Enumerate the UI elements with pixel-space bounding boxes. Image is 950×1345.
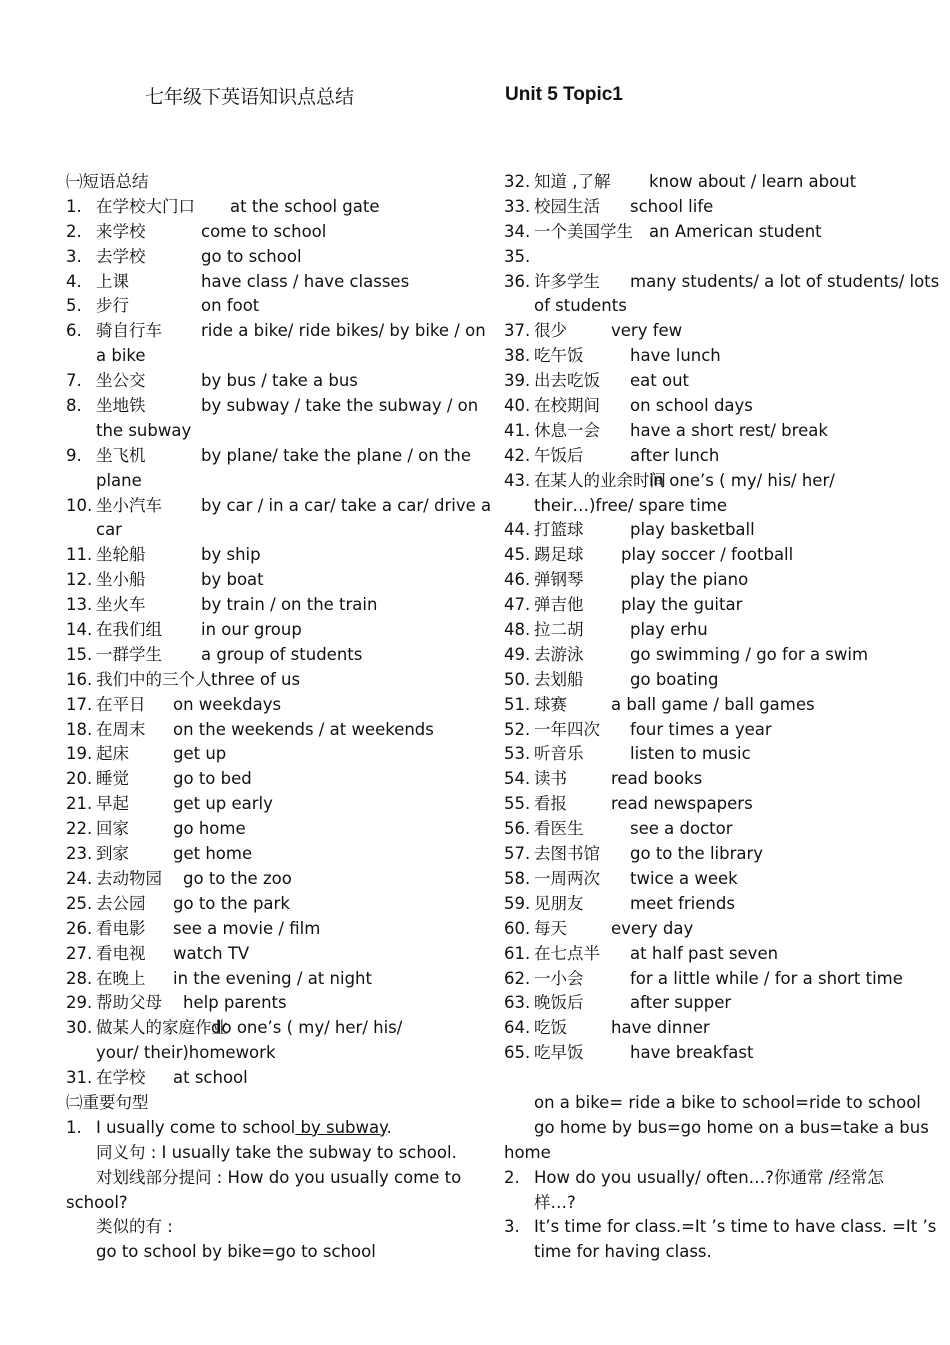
item-number: 30. [66, 1018, 93, 1038]
item-chinese: 在周末 [96, 719, 146, 739]
item-chinese: 很少 [534, 321, 567, 341]
item-english: read newspapers [611, 794, 753, 814]
sentence-3: 3. It’s time for class.=It ’s time to have class. =It ’s [504, 1217, 937, 1237]
item-english: have breakfast [630, 1043, 754, 1063]
item-chinese: 坐轮船 [96, 545, 146, 565]
item-number: 51. [504, 694, 531, 714]
item-number: 54. [504, 769, 531, 789]
phrase-item [504, 792, 914, 817]
spacer [504, 1066, 914, 1091]
item-number: 55. [504, 794, 531, 814]
item-number: 17. [66, 694, 93, 714]
item-chinese: 一个美国学生 [534, 221, 633, 241]
phrase-list-right [504, 170, 940, 1066]
item-number: 58. [504, 868, 531, 888]
section-heading-sentences: ㈡重要句型 [66, 1092, 149, 1112]
item-chinese: 知道 ,了解 [534, 172, 611, 191]
item-number: 34. [504, 221, 531, 241]
item-english: do one’s ( my/ her/ his/ [211, 1018, 403, 1038]
phrase-item [504, 543, 914, 568]
item-number: 18. [66, 719, 93, 739]
item-chinese: 每天 [534, 918, 567, 938]
item-number: 16. [66, 669, 93, 689]
left-column [66, 170, 492, 1265]
item-chinese: 弹钢琴 [534, 570, 584, 590]
item-english: by plane/ take the plane / on the [201, 445, 472, 465]
item-chinese: 来学校 [96, 221, 146, 241]
sentence-1-example-3: go home by bus=go home on a bus=take a bus [534, 1117, 929, 1137]
item-chinese: 做某人的家庭作业 [96, 1018, 228, 1038]
item-english: at school [173, 1068, 248, 1088]
phrase-item [504, 419, 914, 444]
phrase-item [66, 842, 476, 867]
phrase-item [504, 942, 914, 967]
item-english: read books [611, 769, 703, 789]
item-english: get up early [173, 794, 273, 814]
phrase-item [504, 394, 914, 419]
phrase-item [66, 195, 476, 220]
item-english: go boating [630, 669, 719, 689]
sentence-1-example-2: on a bike= ride a bike to school=ride to school [534, 1092, 921, 1112]
sentence-1-question-cont: school? [66, 1192, 128, 1212]
item-number: 11. [66, 545, 93, 565]
phrase-item [504, 817, 914, 842]
item-number: 41. [504, 420, 531, 440]
underlined-phrase: by subway [295, 1117, 387, 1137]
item-chinese: 骑自行车 [96, 321, 162, 341]
phrase-item-cont: your/ their)homework [96, 1043, 276, 1063]
item-number: 20. [66, 769, 93, 789]
item-english: many students/ a lot of students/ lots [630, 271, 940, 291]
item-number: 63. [504, 993, 531, 1013]
sentence-1-synonym: 同义句 : I usually take the subway to school. [96, 1142, 457, 1162]
item-number: 14. [66, 620, 93, 640]
phrase-item-cont: car [96, 520, 122, 540]
phrase-item [504, 917, 914, 942]
item-number: 52. [504, 719, 531, 739]
item-english: go to the park [173, 893, 290, 913]
item-english: play erhu [630, 620, 708, 640]
document-title-en: Unit 5 Topic1 [505, 84, 623, 105]
item-chinese: 去游泳 [534, 644, 584, 664]
phrase-item [66, 742, 476, 767]
item-chinese: 校园生活 [534, 196, 600, 216]
item-chinese: 看电视 [96, 943, 146, 963]
item-english: go to the library [630, 844, 764, 864]
item-english: play the piano [630, 570, 749, 590]
item-english: get up [173, 744, 227, 764]
phrase-item [66, 643, 476, 668]
phrase-item [504, 643, 914, 668]
item-chinese: 见朋友 [534, 893, 584, 913]
phrase-list-left [66, 195, 492, 1091]
item-number: 22. [66, 819, 93, 839]
item-english: in our group [201, 620, 302, 640]
phrase-item [66, 593, 476, 618]
item-english: go to the zoo [183, 868, 292, 888]
phrase-item [504, 1016, 914, 1041]
item-english: by boat [201, 570, 264, 590]
item-english: on school days [630, 396, 753, 416]
item-number: 29. [66, 993, 93, 1013]
item-number: 12. [66, 570, 93, 590]
item-number: 43. [504, 470, 531, 490]
phrase-item [504, 593, 914, 618]
item-english: four times a year [630, 719, 772, 739]
item-chinese: 晚饭后 [534, 993, 584, 1013]
item-number: 61. [504, 943, 531, 963]
sentence-2-cont: 样…? [534, 1192, 576, 1212]
item-number: 64. [504, 1018, 531, 1038]
item-number: 44. [504, 520, 531, 540]
item-chinese: 午饭后 [534, 445, 584, 465]
item-chinese: 休息一会 [534, 420, 600, 440]
item-number: 56. [504, 819, 531, 839]
phrase-item [504, 344, 914, 369]
phrase-item [66, 718, 476, 743]
item-chinese: 睡觉 [96, 769, 129, 789]
phrase-item [66, 991, 476, 1016]
item-number: 6. [66, 321, 82, 341]
item-english: by subway / take the subway / on [201, 396, 479, 416]
item-chinese: 一周两次 [534, 868, 600, 888]
phrase-item [504, 842, 914, 867]
item-chinese: 球赛 [534, 694, 567, 714]
item-english: have class / have classes [201, 271, 410, 291]
item-chinese: 一小会 [534, 968, 584, 988]
phrase-item [504, 718, 914, 743]
phrase-item [66, 767, 476, 792]
item-number: 47. [504, 595, 531, 615]
item-english: play the guitar [621, 595, 743, 615]
item-number: 27. [66, 943, 93, 963]
item-english: in one’s ( my/ his/ her/ [649, 470, 835, 490]
phrase-item [504, 767, 914, 792]
item-english: eat out [630, 371, 689, 391]
item-english: after supper [630, 993, 732, 1013]
item-english: an American student [649, 221, 822, 241]
item-english: three of us [211, 669, 301, 689]
item-english: have dinner [611, 1018, 710, 1038]
item-english: in the evening / at night [173, 968, 372, 988]
phrase-item [504, 170, 914, 195]
item-chinese: 在晚上 [96, 968, 146, 988]
item-number: 53. [504, 744, 531, 764]
item-chinese: 吃饭 [534, 1018, 567, 1038]
phrase-item-cont: the subway [96, 420, 192, 440]
item-number: 45. [504, 545, 531, 565]
item-number: 65. [504, 1043, 531, 1063]
sentence-1-question: 对划线部分提问 : How do you usually come to [96, 1167, 462, 1187]
item-english: have lunch [630, 346, 721, 366]
item-chinese: 坐小船 [96, 570, 146, 590]
phrase-item [66, 394, 479, 419]
item-chinese: 到家 [96, 844, 129, 864]
item-number: 23. [66, 844, 93, 864]
item-number: 35. [504, 246, 531, 266]
item-english: twice a week [630, 868, 738, 888]
item-english: school life [630, 196, 714, 216]
item-chinese: 去学校 [96, 246, 146, 266]
item-number: 49. [504, 644, 531, 664]
item-english: at half past seven [630, 943, 779, 963]
item-english: by bus / take a bus [201, 371, 358, 391]
item-english: at the school gate [230, 196, 380, 216]
phrase-item [66, 917, 476, 942]
item-number: 39. [504, 371, 531, 391]
phrase-item [66, 543, 476, 568]
phrase-item [66, 817, 476, 842]
phrase-item [504, 991, 914, 1016]
item-chinese: 看电影 [96, 918, 146, 938]
item-english: see a doctor [630, 819, 733, 839]
item-english: come to school [201, 221, 327, 241]
item-chinese: 一年四次 [534, 719, 600, 739]
item-number: 57. [504, 844, 531, 864]
item-english: play soccer / football [621, 545, 794, 565]
item-english: after lunch [630, 445, 720, 465]
item-chinese: 许多学生 [534, 271, 600, 291]
document-title-cn: 七年级下英语知识点总结 [145, 86, 355, 108]
item-chinese: 起床 [96, 744, 129, 764]
item-english: every day [611, 918, 694, 938]
item-english: play basketball [630, 520, 755, 540]
item-chinese: 回家 [96, 819, 129, 839]
item-number: 7. [66, 371, 82, 391]
item-english: by ship [201, 545, 261, 565]
item-english: very few [611, 321, 683, 341]
item-chinese: 弹吉他 [534, 595, 584, 615]
sentence-1-example-3-cont: home [504, 1142, 551, 1162]
item-number: 2. [66, 221, 82, 241]
phrase-item [66, 892, 476, 917]
sentence-1-example-1: go to school by bike=go to school [96, 1242, 376, 1262]
phrase-item [66, 867, 476, 892]
item-number: 32. [504, 172, 531, 191]
item-chinese: 在平日 [96, 694, 146, 714]
item-chinese: 去图书馆 [534, 844, 600, 864]
item-number: 50. [504, 669, 531, 689]
item-number: 19. [66, 744, 93, 764]
sentence-3-cont: time for having class. [534, 1242, 712, 1262]
phrase-item [504, 518, 914, 543]
item-number: 42. [504, 445, 531, 465]
item-chinese: 早起 [96, 794, 129, 814]
item-chinese: 听音乐 [534, 744, 584, 764]
phrase-item [66, 568, 476, 593]
phrase-item-cont: plane [96, 470, 142, 490]
item-number: 26. [66, 918, 93, 938]
item-english: see a movie / film [173, 918, 321, 938]
phrase-item [504, 444, 914, 469]
item-chinese: 踢足球 [534, 545, 584, 565]
item-english: ride a bike/ ride bikes/ by bike / on [201, 321, 486, 341]
item-number: 9. [66, 445, 82, 465]
phrase-item [66, 294, 476, 319]
phrase-item [504, 742, 914, 767]
item-chinese: 看医生 [534, 819, 584, 839]
item-number: 8. [66, 396, 82, 416]
item-english: have a short rest/ break [630, 420, 828, 440]
phrase-item [66, 494, 492, 519]
item-chinese: 帮助父母 [96, 993, 162, 1013]
item-chinese: 在学校大门口 [96, 196, 195, 216]
item-english: go to school [201, 246, 302, 266]
phrase-item [504, 867, 914, 892]
item-english: know about / learn about [649, 172, 857, 191]
item-chinese: 在七点半 [534, 943, 600, 963]
item-number: 48. [504, 620, 531, 640]
phrase-item [66, 792, 476, 817]
phrase-item [504, 1041, 914, 1066]
item-english: meet friends [630, 893, 735, 913]
item-chinese: 步行 [96, 296, 129, 316]
phrase-item [504, 568, 914, 593]
item-chinese: 去公园 [96, 893, 146, 913]
item-number: 31. [66, 1068, 93, 1088]
item-number: 40. [504, 396, 531, 416]
phrase-item [66, 1066, 476, 1091]
item-english: by train / on the train [201, 595, 378, 615]
phrase-item [66, 618, 476, 643]
item-chinese: 我们中的三个人 [96, 669, 212, 689]
item-number: 28. [66, 968, 93, 988]
item-english: help parents [183, 993, 287, 1013]
phrase-item [66, 942, 476, 967]
item-english: on the weekends / at weekends [173, 719, 434, 739]
item-number: 3. [66, 246, 82, 266]
phrase-item [504, 668, 914, 693]
item-english: on weekdays [173, 694, 282, 714]
item-chinese: 坐火车 [96, 595, 146, 615]
item-chinese: 上课 [96, 271, 129, 291]
item-chinese: 吃早饭 [534, 1043, 584, 1063]
sentence-2: 2. How do you usually/ often…?你通常 /经常怎 [504, 1167, 884, 1187]
item-chinese: 坐地铁 [96, 396, 146, 416]
phrase-item [504, 319, 914, 344]
phrase-item-cont: of students [534, 296, 627, 316]
item-english: by car / in a car/ take a car/ drive a [201, 495, 492, 515]
item-number: 62. [504, 968, 531, 988]
item-english: on foot [201, 296, 260, 316]
phrase-item [66, 668, 476, 693]
item-number: 36. [504, 271, 531, 291]
sentence-1: 1. I usually come to school by subway. [66, 1117, 392, 1137]
phrase-item [504, 693, 914, 718]
item-chinese: 吃午饭 [534, 346, 584, 366]
item-number: 10. [66, 495, 93, 515]
item-number: 24. [66, 868, 93, 888]
phrase-item [66, 319, 486, 344]
item-english: listen to music [630, 744, 751, 764]
phrase-item [66, 369, 476, 394]
item-chinese: 一群学生 [96, 644, 162, 664]
item-english: a ball game / ball games [611, 694, 815, 714]
phrase-item [66, 220, 476, 245]
item-english: go home [173, 819, 246, 839]
item-chinese: 在学校 [96, 1068, 146, 1088]
phrase-item [66, 270, 476, 295]
item-english: a group of students [201, 644, 363, 664]
phrase-item [66, 245, 476, 270]
item-chinese: 看报 [534, 794, 567, 814]
item-number: 13. [66, 595, 93, 615]
phrase-item [66, 444, 476, 469]
phrase-item [66, 1016, 476, 1041]
item-number: 4. [66, 271, 82, 291]
item-chinese: 在我们组 [96, 620, 162, 640]
phrase-item [504, 618, 914, 643]
item-english: for a little while / for a short time [630, 968, 903, 988]
item-chinese: 坐小汽车 [96, 495, 162, 515]
item-chinese: 拉二胡 [534, 620, 584, 640]
item-chinese: 打篮球 [534, 520, 584, 540]
item-chinese: 出去吃饭 [534, 371, 600, 391]
item-chinese: 去动物园 [96, 868, 162, 888]
item-number: 21. [66, 794, 93, 814]
phrase-item [504, 967, 914, 992]
phrase-item [504, 270, 940, 295]
item-number: 46. [504, 570, 531, 590]
item-chinese: 坐飞机 [96, 445, 146, 465]
item-number: 25. [66, 893, 93, 913]
item-number: 38. [504, 346, 531, 366]
item-number: 5. [66, 296, 82, 316]
phrase-item [66, 693, 476, 718]
phrase-item [504, 469, 914, 494]
sentence-1-similar-label: 类似的有 : [96, 1217, 173, 1237]
phrase-item [504, 195, 914, 220]
item-english: watch TV [173, 943, 250, 963]
phrase-item [504, 245, 914, 270]
item-english: go to bed [173, 769, 252, 789]
section-heading-phrases: ㈠短语总结 [66, 172, 149, 191]
item-number: 60. [504, 918, 531, 938]
item-chinese: 坐公交 [96, 371, 146, 391]
phrase-item-cont: their…)free/ spare time [534, 495, 727, 515]
phrase-item [66, 967, 476, 992]
item-number: 37. [504, 321, 531, 341]
phrase-item [504, 892, 914, 917]
item-number: 15. [66, 644, 93, 664]
phrase-item [504, 220, 914, 245]
item-chinese: 去划船 [534, 669, 584, 689]
item-number: 59. [504, 893, 531, 913]
item-chinese: 在某人的业余时间 [534, 470, 666, 490]
phrase-item-cont: a bike [96, 346, 146, 366]
item-english: go swimming / go for a swim [630, 644, 869, 664]
phrase-item [504, 369, 914, 394]
item-number: 1. [66, 196, 82, 216]
right-column [504, 170, 940, 1265]
item-number: 33. [504, 196, 531, 216]
item-chinese: 在校期间 [534, 396, 600, 416]
item-english: get home [173, 844, 253, 864]
item-chinese: 读书 [534, 769, 567, 789]
